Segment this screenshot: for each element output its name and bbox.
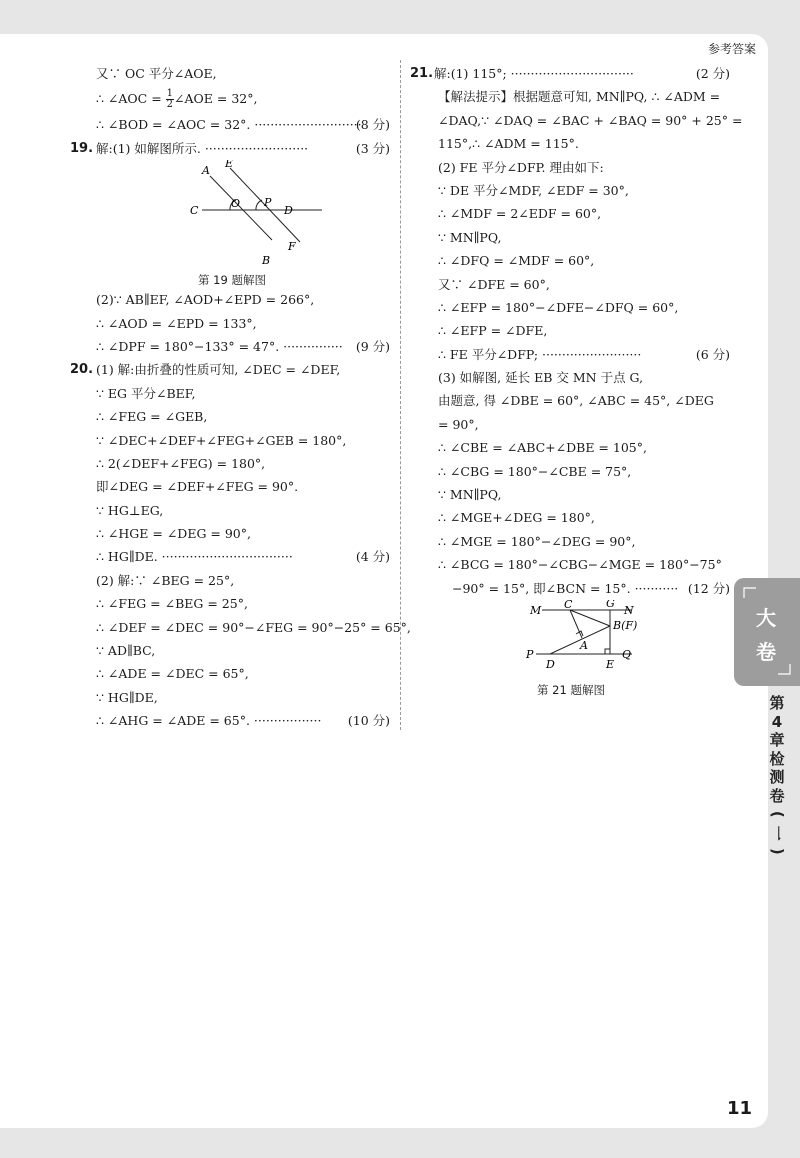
left-column <box>70 62 411 733</box>
figure-19-diagram <box>72 160 392 268</box>
right-line-21: ∴ ∠MGE = 180°−∠DEG = 90°, <box>438 533 636 549</box>
label-d: D <box>546 657 555 671</box>
left-line-5: (2)∵ AB∥EF, ∠AOD+∠EPD = 266°, <box>96 292 315 308</box>
label-m: M <box>530 603 542 617</box>
figure-19-caption: 第 19 题解图 <box>198 273 266 288</box>
left-line-15: ∴ ∠HGE = ∠DEG = 90°, <box>96 526 251 542</box>
right-line-17: ∴ ∠CBE = ∠ABC+∠DBE = 105°, <box>438 440 647 456</box>
left-line-23: ∴ ∠AHG = ∠ADE = 65°. ················· (10 分) <box>96 713 390 729</box>
right-line-14: (3) 如解图, 延长 EB 交 MN 于点 G, <box>438 370 644 386</box>
right-line-5: (2) FE 平分∠DFP. 理由如下: <box>438 159 604 175</box>
right-angle-a <box>576 631 583 636</box>
left-line-3: ∴ ∠BOD = ∠AOC = 32°. ··························· (8 分) <box>96 117 390 133</box>
label-f: F <box>288 240 296 254</box>
right-line-11: ∴ ∠EFP = 180°−∠DFE−∠DFQ = 60°, <box>438 299 679 315</box>
left-line-14: ∵ HG⊥EG, <box>96 502 164 518</box>
right-line-12: ∴ ∠EFP = ∠DFE, <box>438 323 548 339</box>
left-line-22: ∵ HG∥DE, <box>96 689 158 705</box>
right-line-6: ∵ DE 平分∠MDF, ∠EDF = 30°, <box>438 182 629 198</box>
right-line-23: −90° = 15°, 即∠BCN = 15°. ··········· (12 分) <box>452 580 730 596</box>
fraction-one-half: $\frac{1}{2}$ <box>166 88 174 111</box>
chapter-vertical-title: 第 4 章 检 测 卷 ( 一 ) <box>768 694 787 855</box>
label-e: E <box>225 160 234 171</box>
tab-brackets <box>734 578 800 686</box>
right-line-15: 由题意, 得 ∠DBE = 60°, ∠ABC = 45°, ∠DEG <box>438 393 714 409</box>
tab-char-juan: 卷 <box>756 640 776 664</box>
right-line-20: ∴ ∠MGE+∠DEG = 180°, <box>438 510 595 526</box>
figure-19 <box>72 160 392 288</box>
side-tab <box>734 578 800 686</box>
right-line-8: ∵ MN∥PQ, <box>438 229 502 245</box>
right-line-22: ∴ ∠BCG = 180°−∠CBG−∠MGE = 180°−75° <box>438 557 722 573</box>
label-o: O <box>231 197 241 211</box>
q19-line: 19. 解:(1) 如解图所示. ·························· (3 分) <box>70 140 390 156</box>
right-line-19: ∵ MN∥PQ, <box>438 487 502 503</box>
page-header: 参考答案 <box>707 42 756 56</box>
left-line-17: (2) 解:∵ ∠BEG = 25°, <box>96 572 235 588</box>
left-line-16: ∴ HG∥DE. ································· (4 分) <box>96 549 390 565</box>
figure-21-caption: 第 21 题解图 <box>537 682 605 697</box>
left-line-20: ∵ AD∥BC, <box>96 643 156 659</box>
page-number: 11 <box>726 1098 752 1119</box>
right-line-10: 又∵ ∠DFE = 60°, <box>438 276 550 292</box>
left-line-7: ∴ ∠DPF = 180°−133° = 47°. ··············· (9 分) <box>96 338 390 354</box>
right-line-4: 115°,∴ ∠ADM = 115°. <box>438 136 579 152</box>
right-line-16: = 90°, <box>438 416 479 432</box>
left-line-10: ∴ ∠FEG = ∠GEB, <box>96 409 208 425</box>
label-a: A <box>202 164 210 178</box>
left-line-21: ∴ ∠ADE = ∠DEC = 65°, <box>96 666 249 682</box>
q21-line: 21. 解:(1) 115°; ······························· (2 分) <box>410 66 730 81</box>
label-q: Q <box>622 647 632 661</box>
label-e: E <box>606 657 615 671</box>
line-ab <box>210 176 272 240</box>
label-p: P <box>526 647 534 661</box>
left-line-18: ∴ ∠FEG = ∠BEG = 25°, <box>96 596 248 612</box>
left-line-9: ∵ EG 平分∠BEF, <box>96 385 196 401</box>
right-line-2: 【解法提示】根据题意可知, MN∥PQ, ∴ ∠ADM = <box>438 89 721 105</box>
right-line-18: ∴ ∠CBG = 180°−∠CBE = 75°, <box>438 463 632 479</box>
q20-line: 20. (1) 解:由折叠的性质可知, ∠DEC = ∠DEF, <box>70 362 341 378</box>
figure-21 <box>410 600 732 698</box>
right-line-3: ∠DAQ,∵ ∠DAQ = ∠BAC + ∠BAQ = 90° + 25° = <box>438 112 743 128</box>
left-line-12: ∴ 2(∠DEF+∠FEG) = 180°, <box>96 455 266 471</box>
left-line-19: ∴ ∠DEF = ∠DEC = 90°−∠FEG = 90°−25° = 65°, <box>96 619 411 635</box>
label-p: P <box>264 196 272 210</box>
figure-21-diagram <box>410 600 732 678</box>
left-line-13: 即∠DEG = ∠DEF+∠FEG = 90°. <box>96 479 299 495</box>
left-line-11: ∵ ∠DEC+∠DEF+∠FEG+∠GEB = 180°, <box>96 432 347 448</box>
label-a: A <box>580 638 588 652</box>
left-line-1: 又∵ OC 平分∠AOE, <box>96 66 217 81</box>
label-b: B <box>262 254 271 268</box>
label-d: D <box>284 204 293 218</box>
label-bf: B(F) <box>613 618 638 632</box>
right-line-13: ∴ FE 平分∠DFP; ························· (6 分) <box>438 346 730 362</box>
label-c: C <box>190 204 199 218</box>
label-g: G <box>606 599 615 610</box>
right-angle-e <box>605 649 610 654</box>
label-c: C <box>564 599 573 611</box>
right-line-7: ∴ ∠MDF = 2∠EDF = 60°, <box>438 206 602 222</box>
left-line-2: ∴ ∠AOC = $\frac{1}{2}$ ∠AOE = 32°, <box>96 88 258 111</box>
right-line-9: ∴ ∠DFQ = ∠MDF = 60°, <box>438 253 595 269</box>
label-n: N <box>624 603 634 617</box>
tab-char-da: 大 <box>756 606 776 630</box>
right-column <box>410 62 743 698</box>
left-line-6: ∴ ∠AOD = ∠EPD = 133°, <box>96 315 257 331</box>
